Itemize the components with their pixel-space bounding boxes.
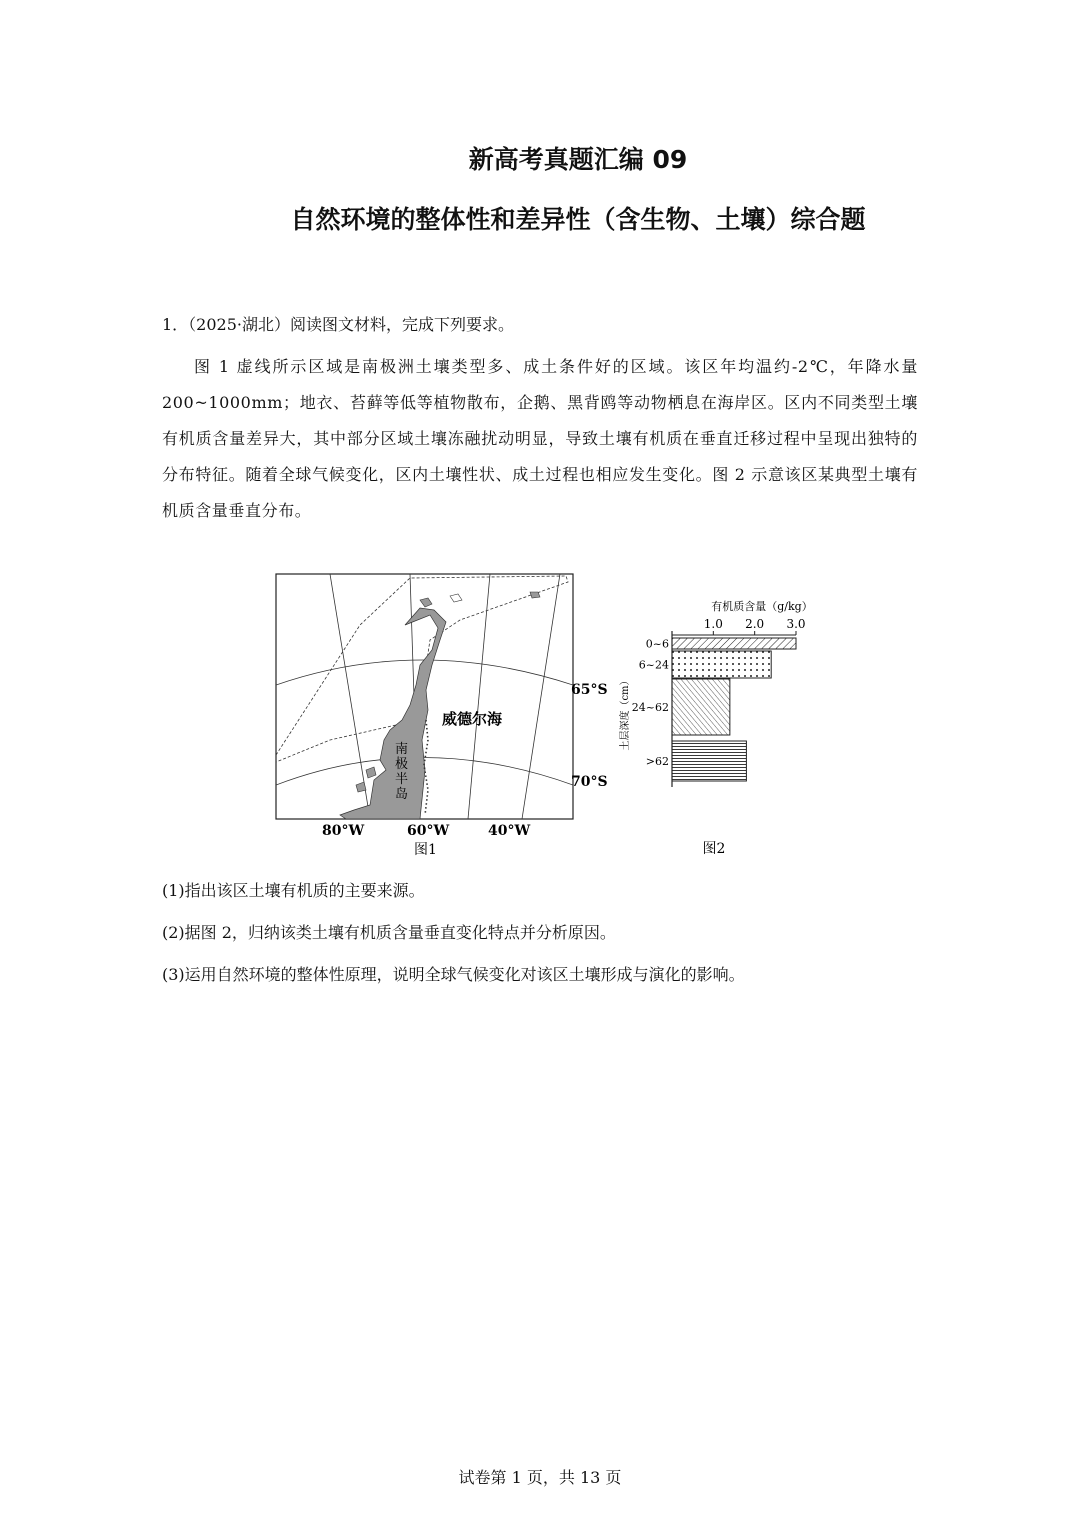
lat-label-70s: 70°S	[571, 774, 608, 790]
lon-label-80w: 80°W	[322, 823, 365, 839]
lat-label-65s: 65°S	[571, 682, 608, 698]
figure2-caption: 图2	[702, 841, 726, 857]
chart-title: 有机质含量（g/kg）	[711, 600, 813, 613]
bar-2	[672, 679, 730, 735]
sub-question-3: (3)运用自然环境的整体性原理，说明全球气候变化对该区土壤形成与演化的影响。	[162, 965, 745, 984]
peninsula-label: 半	[395, 772, 409, 787]
island	[530, 592, 540, 598]
sub-question-1: (1)指出该区土壤有机质的主要来源。	[162, 881, 425, 900]
category-label: >62	[645, 755, 669, 768]
peninsula-label: 岛	[395, 787, 409, 802]
category-label: 24~62	[631, 701, 669, 714]
page-footer: 试卷第 1 页，共 13 页	[458, 1468, 622, 1487]
question-head: 1．（2025·湖北）阅读图文材料，完成下列要求。	[162, 315, 514, 334]
category-label: 6~24	[638, 658, 669, 672]
category-label: 0~6	[645, 637, 669, 651]
lon-label-60w: 60°W	[407, 823, 450, 839]
figure1-map	[270, 570, 608, 860]
figure2-chart	[610, 595, 830, 865]
bar-0	[672, 638, 796, 649]
peninsula-label: 极	[395, 757, 409, 772]
bar-1	[672, 651, 771, 678]
bar-3	[672, 741, 746, 781]
page-title: 新高考真题汇编 09	[468, 145, 688, 174]
sub-question-2: (2)据图 2，归纳该类土壤有机质含量垂直变化特点并分析原因。	[162, 923, 616, 942]
lon-label-40w: 40°W	[488, 823, 531, 839]
question-material: 图 1 虚线所示区域是南极洲土壤类型多、成土条件好的区域。该区年均温约-2℃，年降水量 200~1000mm；地衣、苔藓等低等植物散布，企鹅、黑背鸥等动物栖息在海岸区。区内不同类型土壤有机质含量差异大，其中部分区域土壤冻融扰动明显，导致土壤有机质在垂直迁移过程中呈现出独特的分布特征。随着全球气候变化，区内土壤性状、成土过程也相应发生变化。图 2 示意该区某典型土壤有机质含量垂直分布。	[162, 357, 918, 520]
x-tick-label: 3.0	[786, 617, 806, 631]
x-tick-label: 2.0	[745, 617, 765, 631]
x-tick-label: 1.0	[703, 617, 723, 631]
chart-ylabel: 土层深度（cm）	[620, 675, 631, 751]
sea-label: 威德尔海	[442, 710, 503, 728]
peninsula-label: 南	[395, 742, 409, 757]
page-subtitle: 自然环境的整体性和差异性（含生物、土壤）综合题	[290, 205, 866, 234]
figure1-caption: 图1	[414, 842, 437, 858]
